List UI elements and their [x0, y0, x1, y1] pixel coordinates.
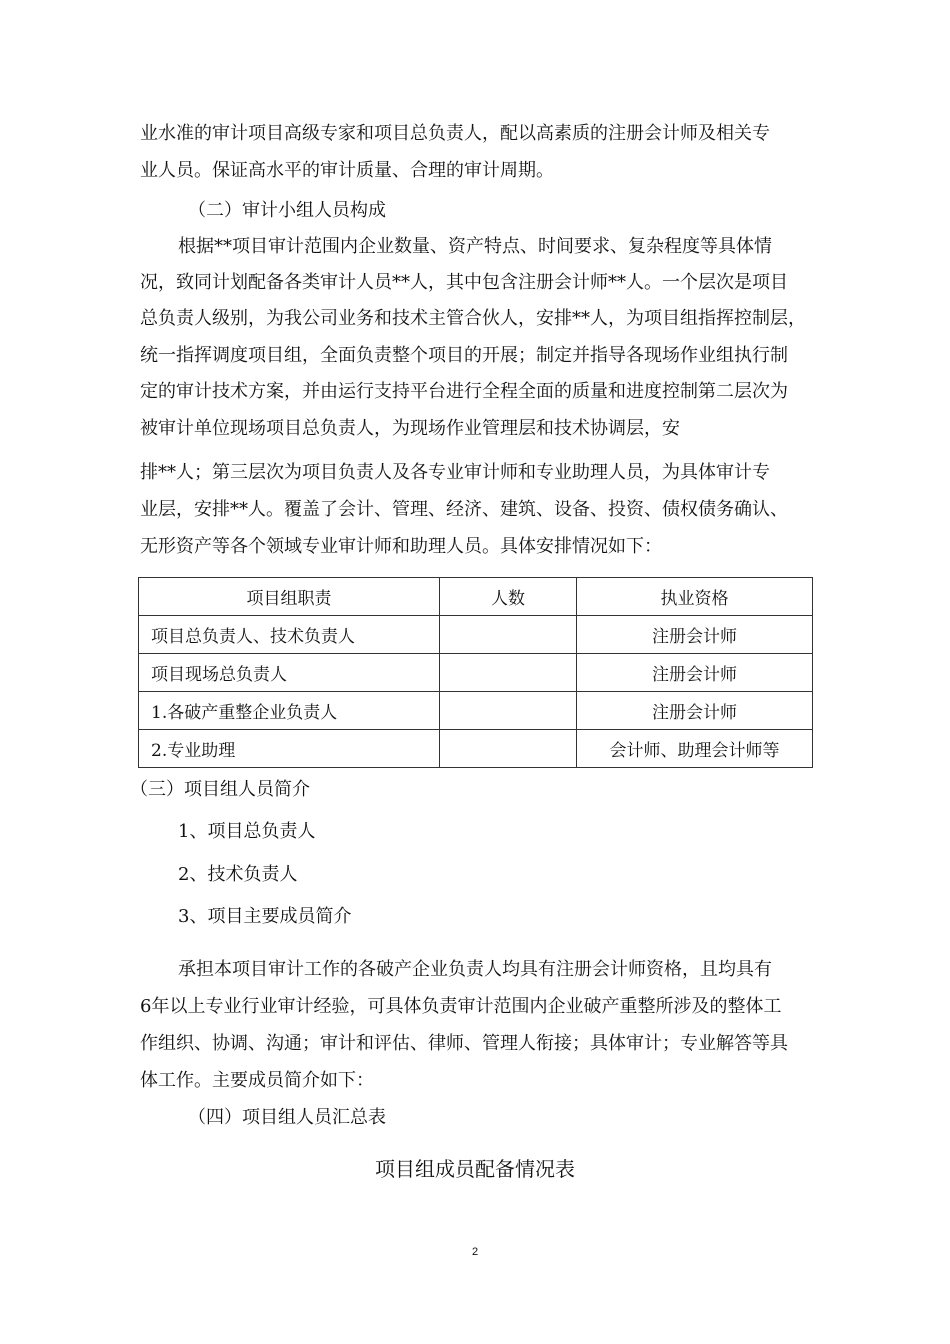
table-row: [139, 654, 813, 692]
table-cell-role: 项目总负责人、技术负责人: [139, 616, 440, 654]
paragraph-1-line-1: 业水准的审计项目高级专家和项目总负责人，配以高素质的注册会计师及相关专: [140, 123, 770, 144]
paragraph-2-line-6: 被审计单位现场项目总负责人，为现场作业管理层和技术协调层，安: [140, 418, 680, 439]
table-header-cell: 执业资格: [577, 578, 813, 616]
table-cell-role: 2.专业助理: [139, 730, 440, 768]
table-row: [139, 730, 813, 768]
paragraph-3-line-4: 体工作。主要成员简介如下：: [140, 1070, 374, 1091]
table-row: [139, 616, 813, 654]
list-item: 3、项目主要成员简介: [178, 906, 352, 927]
paragraph-1-line-2: 业人员。保证高水平的审计质量、合理的审计周期。: [140, 160, 554, 181]
table-cell-qualification: 注册会计师: [577, 654, 813, 692]
paragraph-2-line-3: 总负责人级别，为我公司业务和技术主管合伙人，安排**人，为项目组指挥控制层，: [140, 308, 806, 329]
table-header-cell: 人数: [440, 578, 577, 616]
table-cell-count: [440, 692, 577, 730]
paragraph-3-line-1: 承担本项目审计工作的各破产企业负责人均具有注册会计师资格，且均具有: [178, 959, 772, 980]
section-2-heading: （二）审计小组人员构成: [188, 200, 386, 221]
table-header-row: [139, 578, 813, 616]
list-item: 1、项目总负责人: [178, 821, 316, 842]
section-4-heading: （四）项目组人员汇总表: [188, 1107, 386, 1128]
table-cell-qualification: 注册会计师: [577, 692, 813, 730]
table-cell-count: [440, 616, 577, 654]
paragraph-2-line-8: 业层，安排**人。覆盖了会计、管理、经济、建筑、设备、投资、债权债务确认、: [140, 499, 788, 520]
table-cell-qualification: 会计师、助理会计师等: [577, 730, 813, 768]
staffing-table: [138, 577, 813, 768]
list-item: 2、技术负责人: [178, 864, 298, 885]
section-3-heading: （三）项目组人员简介: [130, 779, 310, 800]
paragraph-2-line-7: 排**人；第三层次为项目负责人及各专业审计师和专业助理人员，为具体审计专: [140, 462, 770, 483]
table-cell-count: [440, 654, 577, 692]
document-table-title: 项目组成员配备情况表: [375, 1157, 575, 1181]
page-number: 2: [471, 1246, 479, 1258]
table-header-cell: 项目组职责: [139, 578, 440, 616]
paragraph-2-line-5: 定的审计技术方案，并由运行支持平台进行全程全面的质量和进度控制第二层次为: [140, 381, 788, 402]
paragraph-2-line-4: 统一指挥调度项目组，全面负责整个项目的开展；制定并指导各现场作业组执行制: [140, 345, 788, 366]
paragraph-3-line-2: 6年以上专业行业审计经验，可具体负责审计范围内企业破产重整所涉及的整体工: [140, 996, 782, 1017]
paragraph-3-line-3: 作组织、协调、沟通；审计和评估、律师、管理人衔接；具体审计；专业解答等具: [140, 1033, 788, 1054]
table-cell-count: [440, 730, 577, 768]
paragraph-2-line-2: 况，致同计划配备各类审计人员**人，其中包含注册会计师**人。一个层次是项目: [140, 272, 788, 293]
paragraph-2-line-9: 无形资产等各个领域专业审计师和助理人员。具体安排情况如下：: [140, 536, 662, 557]
table-cell-role: 1.各破产重整企业负责人: [139, 692, 440, 730]
paragraph-2-line-1: 根据**项目审计范围内企业数量、资产特点、时间要求、复杂程度等具体情: [178, 236, 772, 257]
table-cell-role: 项目现场总负责人: [139, 654, 440, 692]
table-cell-qualification: 注册会计师: [577, 616, 813, 654]
table-row: [139, 692, 813, 730]
